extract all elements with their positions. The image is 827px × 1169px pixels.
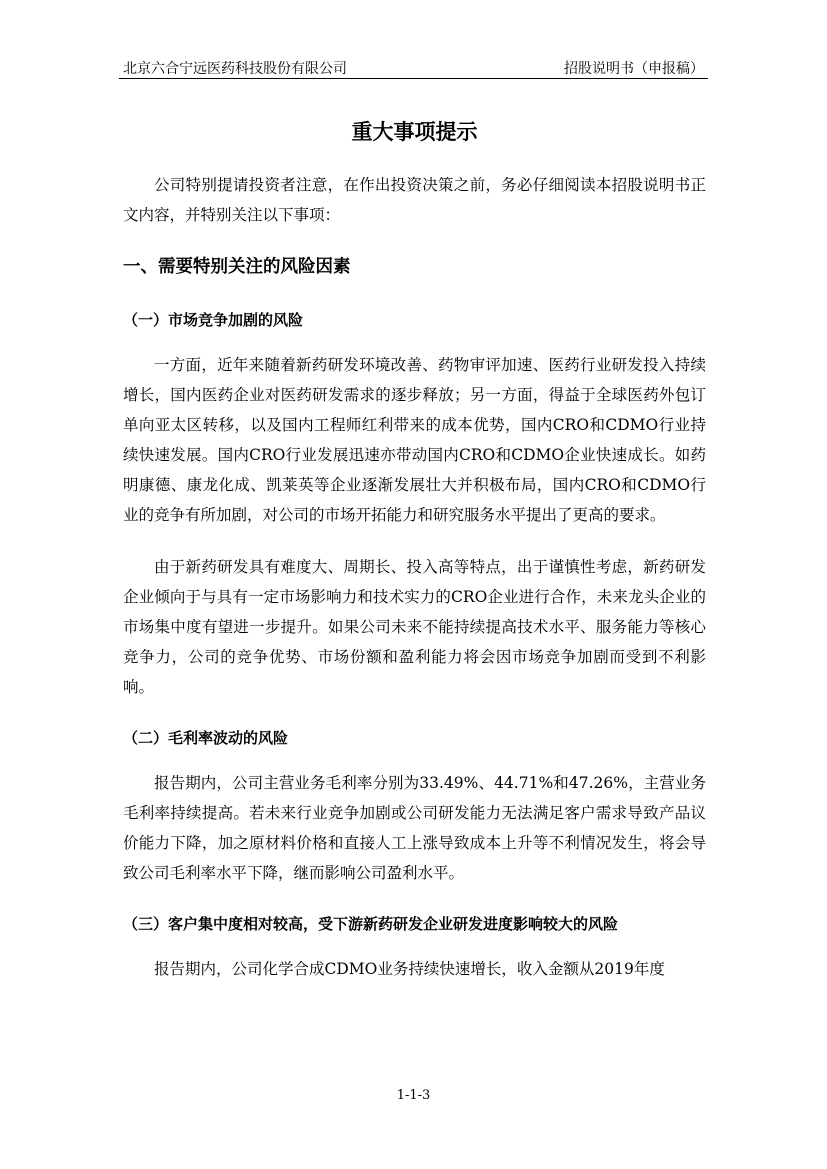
paragraph-customer-concentration: 报告期内，公司化学合成CDMO业务持续快速增长，收入金额从2019年度	[154, 960, 665, 978]
page-number: 1-1-3	[396, 1088, 431, 1103]
paragraph-market-competition-1: 一方面，近年来随着新药研发环境改善、药物审评加速、医药行业研发投入持续增长，国内医药企业对医药研发需求的逐步释放；另一方面，得益于全球医药外包订单向亚太区转移，以及国内工程师红利带来的成本优势，国内CRO和CDMO行业持续快速发展。国内CRO行业发展迅速亦带动国内CRO和CDMO企业快速成长。如药明康德、康龙化成、凯莱英等企业逐渐发展壮大并积极布局，国内CRO和CDMO行业的竞争有所加剧，对公司的市场开拓能力和研究服务水平提出了更高的要求。	[123, 356, 706, 524]
subsection-heading-customer-concentration: （三）客户集中度相对较高，受下游新药研发企业研发进度影响较大的风险	[123, 915, 619, 933]
paragraph-market-competition-2: 由于新药研发具有难度大、周期长、投入高等特点，出于谨慎性考虑，新药研发企业倾向于与具有一定市场影响力和技术实力的CRO企业进行合作，未来龙头企业的市场集中度有望进一步提升。如果公司未来不能持续提高技术水平、服务能力等核心竞争力，公司的竞争优势、市场份额和盈利能力将会因市场竞争加剧而受到不利影响。	[123, 558, 706, 696]
header-company-name: 北京六合宁远医药科技股份有限公司	[123, 61, 347, 77]
page-title: 重大事项提示	[351, 120, 478, 144]
section-heading-risk-factors: 一、需要特别关注的风险因素	[123, 257, 351, 277]
page-header	[119, 54, 708, 79]
paragraph-gross-margin: 报告期内，公司主营业务毛利率分别为33.49%、44.71%和47.26%，主营业务毛利率持续提高。若未来行业竞争加剧或公司研发能力无法满足客户需求导致产品议价能力下降，加之原材料价格和直接人工上涨导致成本上升等不利情况发生，将会导致公司毛利率水平下降，继而影响公司盈利水平。	[123, 774, 706, 882]
intro-paragraph: 公司特别提请投资者注意，在作出投资决策之前，务必仔细阅读本招股说明书正文内容，并特别关注以下事项：	[123, 176, 706, 224]
document-body	[123, 116, 706, 1006]
header-document-type: 招股说明书（申报稿）	[564, 61, 704, 77]
subsection-heading-market-competition: （一）市场竞争加剧的风险	[123, 311, 304, 329]
subsection-heading-gross-margin: （二）毛利率波动的风险	[123, 729, 289, 747]
